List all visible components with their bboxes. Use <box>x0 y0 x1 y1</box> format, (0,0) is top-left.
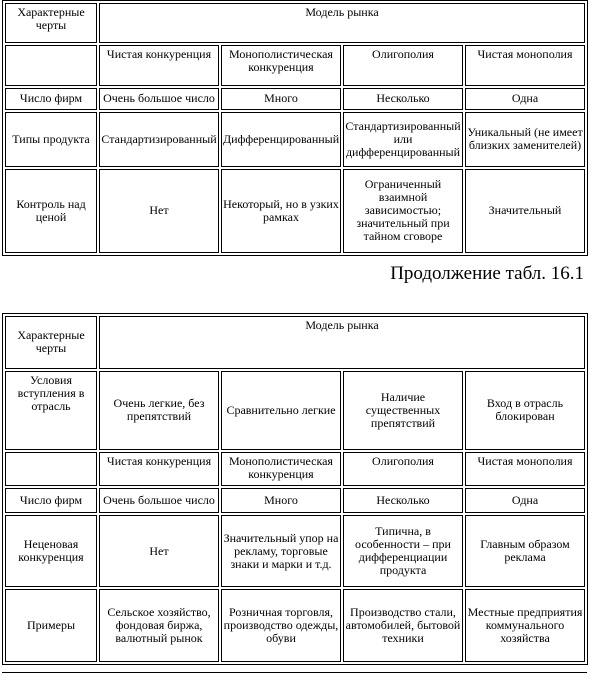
header-characteristics: Характерные черты <box>5 316 97 369</box>
table-cell: Одна <box>465 488 585 513</box>
row-label-product-type: Типы продукта <box>5 112 97 167</box>
table-cell: Главным образом реклама <box>465 515 585 588</box>
table-cell: Ограниченный взаимной зависимостью; значительный при тайном сговоре <box>343 169 463 253</box>
row-label-examples: Примеры <box>5 589 97 662</box>
row-label-firm-count: Число фирм <box>5 488 97 513</box>
table-cell: Наличие существенных препятствий <box>343 371 463 450</box>
table-cell: Местные предприятия коммунального хозяйства <box>465 589 585 662</box>
type-oligopoly: Олигополия <box>343 45 463 86</box>
table-cell: Много <box>221 88 341 110</box>
table-cell: Нет <box>99 515 219 588</box>
continuation-text: Продолжение табл. 16.1 <box>390 263 584 284</box>
table-cell: Стандартизированный или дифференцированный <box>343 112 463 167</box>
table-cell: Розничная торговля, производство одежды, обуви <box>221 589 341 662</box>
table-cell: Стандартизированный <box>99 112 219 167</box>
empty-cell <box>5 452 97 486</box>
row-label-price-control: Контроль над ценой <box>5 169 97 253</box>
table-cell: Одна <box>465 88 585 110</box>
table-cell: Производство стали, автомобилей, бытовой техники <box>343 589 463 662</box>
table-cell: Очень большое число <box>99 88 219 110</box>
table-cell: Уникальный (не имеет близких заменителей) <box>465 112 585 167</box>
row-label-entry-conditions: Условия вступления в отрасль <box>5 371 97 450</box>
table-cell: Дифференцированный <box>221 112 341 167</box>
table-cell: Вход в отрасль блокирован <box>465 371 585 450</box>
type-monopolistic-competition: Монополистическая конкуренция <box>221 452 341 486</box>
table-cell: Сельское хозяйство, фондовая биржа, валютный рынок <box>99 589 219 662</box>
table-cell: Очень легкие, без препятствий <box>99 371 219 450</box>
table-cell: Очень большое число <box>99 488 219 513</box>
row-label-nonprice-competition: Неценовая конкуренция <box>5 515 97 588</box>
type-pure-monopoly: Чистая монополия <box>465 452 585 486</box>
table-cell: Несколько <box>343 488 463 513</box>
header-market-model: Модель рынка <box>99 3 585 43</box>
header-market-model: Модель рынка <box>99 316 585 369</box>
type-oligopoly: Олигополия <box>343 452 463 486</box>
header-characteristics: Характерные черты <box>5 3 97 43</box>
table-cell: Нет <box>99 169 219 253</box>
type-pure-monopoly: Чистая монополия <box>465 45 585 86</box>
empty-cell <box>5 45 97 86</box>
bottom-divider <box>2 672 587 673</box>
row-label-firm-count: Число фирм <box>5 88 97 110</box>
table-cell: Типична, в особенности – при дифференциации продукта <box>343 515 463 588</box>
table-cell: Много <box>221 488 341 513</box>
continuation-caption <box>2 259 586 314</box>
market-models-table-continued <box>2 313 588 665</box>
table-cell: Значительный упор на рекламу, торговые знаки и марки и т.д. <box>221 515 341 588</box>
type-pure-competition: Чистая конкуренция <box>99 452 219 486</box>
table-cell: Сравнительно легкие <box>221 371 341 450</box>
table-cell: Несколько <box>343 88 463 110</box>
type-monopolistic-competition: Монополистическая конкуренция <box>221 45 341 86</box>
table-cell: Некоторый, но в узких рамках <box>221 169 341 253</box>
type-pure-competition: Чистая конкуренция <box>99 45 219 86</box>
table-cell: Значительный <box>465 169 585 253</box>
market-models-table <box>2 0 588 256</box>
